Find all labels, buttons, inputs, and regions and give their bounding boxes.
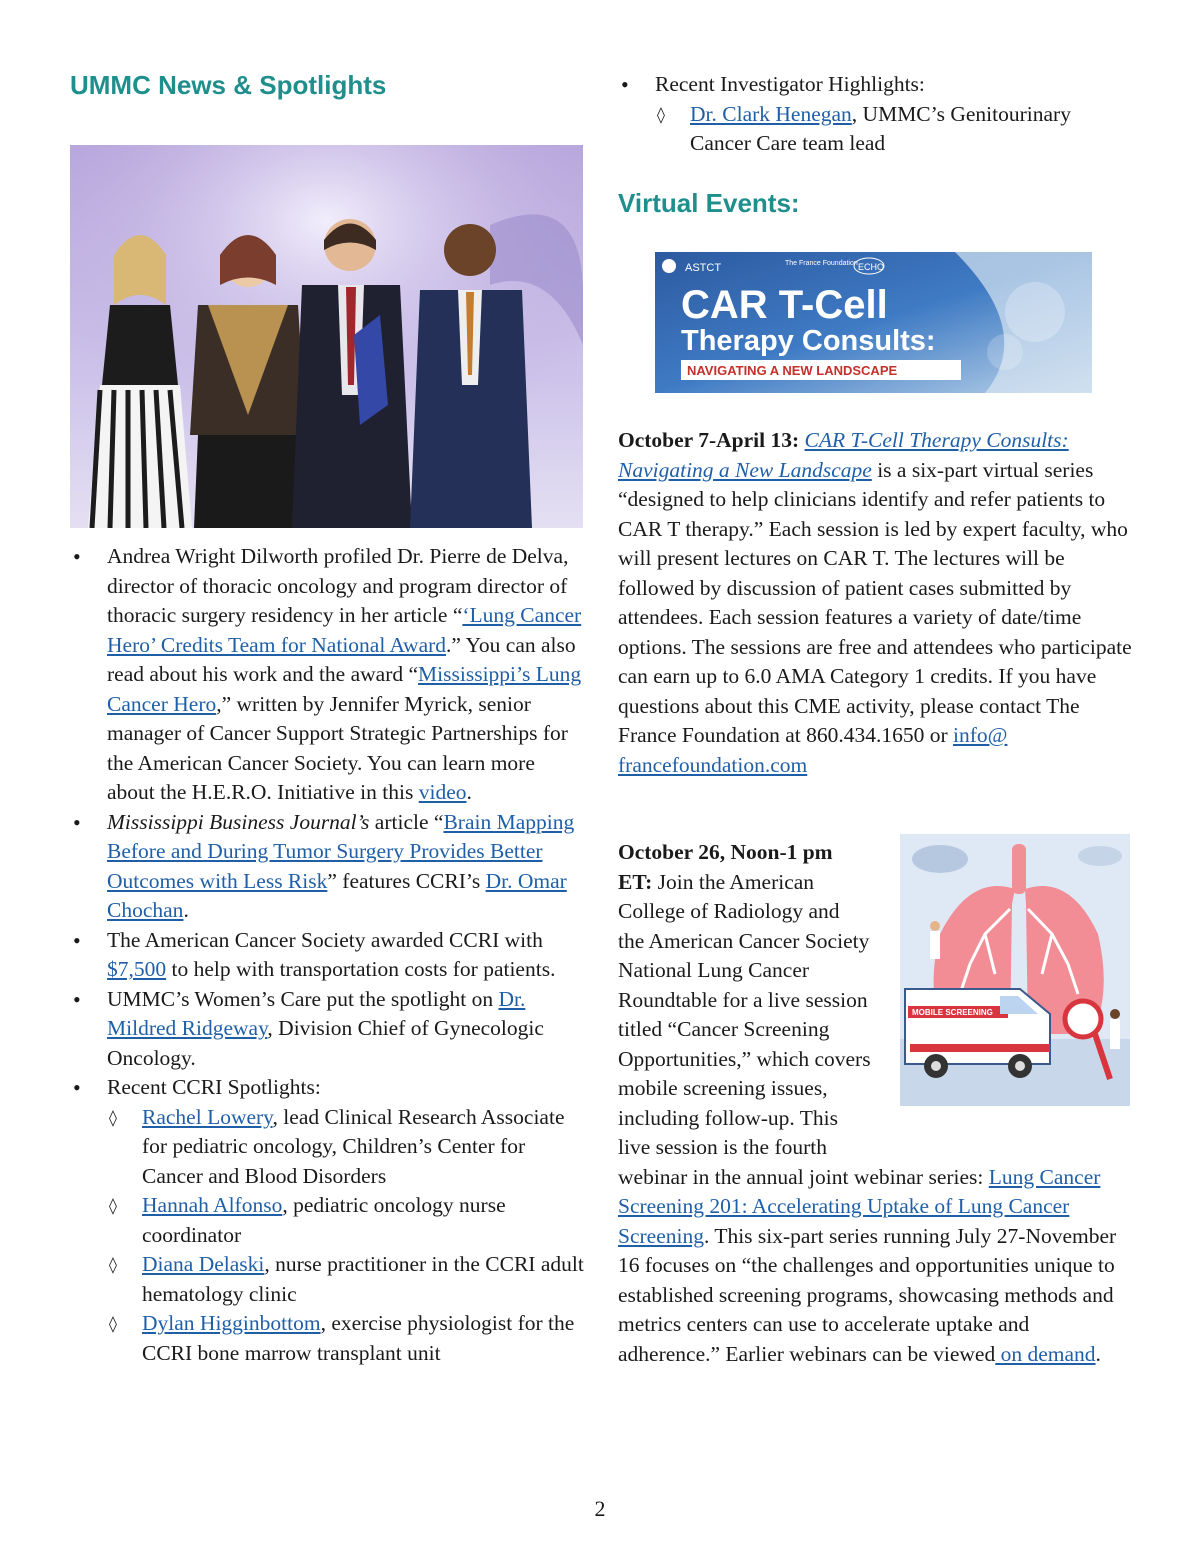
text-span: to help with transportation costs for patients.: [166, 957, 556, 981]
investigator-sublist: [655, 100, 1133, 159]
link-video[interactable]: video: [418, 780, 467, 804]
event1-date: October 7-April 13:: [618, 428, 800, 452]
link-hannah-alfonso[interactable]: Hannah Alfonso: [142, 1193, 283, 1217]
banner-line2: Therapy Consults:: [681, 325, 936, 357]
news-list-container: [70, 542, 585, 1368]
car-t-cell-banner[interactable]: [655, 252, 1092, 393]
link-rachel-lowery[interactable]: Rachel Lowery: [142, 1104, 273, 1129]
text-span: article “: [369, 809, 444, 834]
text-span: , lead Clinical Research Associate for pediatric oncology, Children’s Center for Cancer and Blood Disorders: [142, 1104, 565, 1188]
text-span: Recent CCRI Spotlights:: [107, 1075, 321, 1099]
investigator-highlights: [618, 70, 1133, 159]
text-span: .” You can also read about his work and the award “: [107, 632, 576, 686]
text-span: The American Cancer Society awarded CCRI with: [107, 927, 543, 952]
link-mississippis-lung-cancer-hero[interactable]: Mississippi’s Lung Cancer Hero: [107, 662, 582, 716]
link-lung-cancer-hero-credits[interactable]: ‘Lung Cancer Hero’ Credits Team for National Award: [107, 603, 582, 657]
sub-list-item: [107, 1103, 585, 1192]
list-item: [70, 926, 585, 985]
text-span: .: [466, 780, 472, 804]
list-item: [618, 70, 1133, 159]
link-dylan-higginbottom[interactable]: Dylan Higginbottom: [142, 1311, 321, 1335]
link-car-t-cell-consults[interactable]: CAR T-Cell Therapy Consults: Navigating a New Landscape: [618, 428, 1069, 482]
event2-date: October 26, Noon-1 pm ET:: [618, 840, 833, 894]
text-span: .: [1095, 1341, 1101, 1366]
event2-paragraph: [618, 838, 1133, 1369]
text-span: .: [183, 898, 189, 922]
illustration-label: MOBILE SCREENING: [912, 1008, 993, 1017]
text-span: UMMC’s Women’s Care put the spotlight on: [107, 986, 499, 1011]
left-column: [70, 70, 585, 1365]
section-title-virtual-events: Virtual Events:: [618, 188, 800, 218]
link-brain-mapping-article[interactable]: Brain Mapping Before and During Tumor Surgery Provides Better Outcomes with Less Risk: [107, 809, 575, 893]
text-span: Join the American College of Radiology and the American Cancer Society National Lung Cancer Roundtable for a live session titled “Cancer Screening Opportunities,” which covers mobile screening issues, including follow-up. This live session is the fourth webinar in the annual joint webinar series:: [618, 869, 989, 1189]
news-bullet-list: [70, 542, 585, 1368]
text-span: , exercise physiologist for the CCRI bone marrow transplant unit: [142, 1311, 575, 1365]
logo-echo: ECHO: [858, 262, 885, 272]
link-diana-delaski[interactable]: Diana Delaski: [142, 1252, 265, 1276]
link-on-demand[interactable]: on demand: [995, 1341, 1096, 1366]
sub-list-item: [107, 1309, 585, 1368]
award-photo: [70, 145, 583, 528]
link-dr-omar-chochan[interactable]: Dr. Omar Chochan: [107, 868, 567, 922]
event1-paragraph: [618, 426, 1133, 780]
link-lung-cancer-screening-201[interactable]: Lung Cancer Screening 201: Accelerating Uptake of Lung Cancer Screening: [618, 1164, 1101, 1248]
link-dr-clark-henegan[interactable]: Dr. Clark Henegan: [690, 101, 852, 126]
journal-name: Mississippi Business Journal’s: [107, 809, 370, 834]
text-span: , nurse practitioner in the CCRI adult hematology clinic: [142, 1252, 584, 1306]
logo-astct: ASTCT: [685, 262, 722, 274]
sub-list-item: [655, 100, 1133, 159]
text-span: , UMMC’s Genitourinary Cancer Care team lead: [690, 101, 1071, 155]
text-span: is a six-part virtual series “designed to help clinicians identify and refer patients to CAR T therapy.” Each session is led by expert faculty, who will present lectures on CAR T. The lectures will be followed by discussion of patient cases submitted by attendees. Each session features a variety of date/time options. The sessions are free and attendees who participate can earn up to 6.0 AMA Category 1 credits. If you have questions about this CME activity, please contact The France Foundation at 860.434.1650 or: [618, 457, 1132, 747]
text-span: ” features CCRI’s: [327, 868, 486, 893]
investigator-list: [618, 70, 1133, 159]
text-span: Andrea Wright Dilworth profiled Dr. Pierre de Delva, director of thoracic oncology and program director of thoracic surgery residency in her article “: [107, 544, 569, 627]
list-item: [70, 542, 585, 808]
banner-line3: NAVIGATING A NEW LANDSCAPE: [687, 363, 898, 378]
link-info-email[interactable]: info@ francefoundation.com: [618, 723, 1008, 777]
text-span: , pediatric oncology nurse coordinator: [142, 1193, 506, 1247]
spotlight-sublist: [107, 1103, 585, 1369]
section-title-news: UMMC News & Spotlights: [70, 70, 387, 100]
text-span: ,” written by Jennifer Myrick, senior manager of Cancer Support Strategic Partnerships for the American Cancer Society. You can learn more about the H.E.R.O. Initiative in this: [107, 691, 568, 804]
list-item: [70, 1073, 585, 1368]
text-span: . This six-part series running July 27-November 16 focuses on “the challenges and opportunities unique to established screening programs, showcasing methods and metrics centers can use to accelerate uptake and adherence.” Earlier webinars can be viewed: [618, 1223, 1117, 1366]
sub-list-item: [107, 1250, 585, 1309]
link-7500[interactable]: $7,500: [107, 957, 167, 981]
banner-line1: CAR T-Cell: [681, 283, 888, 327]
logo-france-foundation: The France Foundation: [785, 260, 858, 267]
illustration-float-spacer: [871, 838, 1133, 1146]
text-span: Recent Investigator Highlights:: [655, 72, 925, 96]
page-number: 2: [594, 1496, 606, 1521]
sub-list-item: [107, 1191, 585, 1250]
list-item: [70, 985, 585, 1074]
banner-image: [655, 252, 1092, 393]
link-dr-mildred-ridgeway[interactable]: Dr. Mildred Ridgeway: [107, 986, 526, 1040]
text-span: , Division Chief of Gynecologic Oncology.: [107, 1016, 544, 1070]
list-item: [70, 808, 585, 926]
award-photo-image: [70, 145, 583, 528]
